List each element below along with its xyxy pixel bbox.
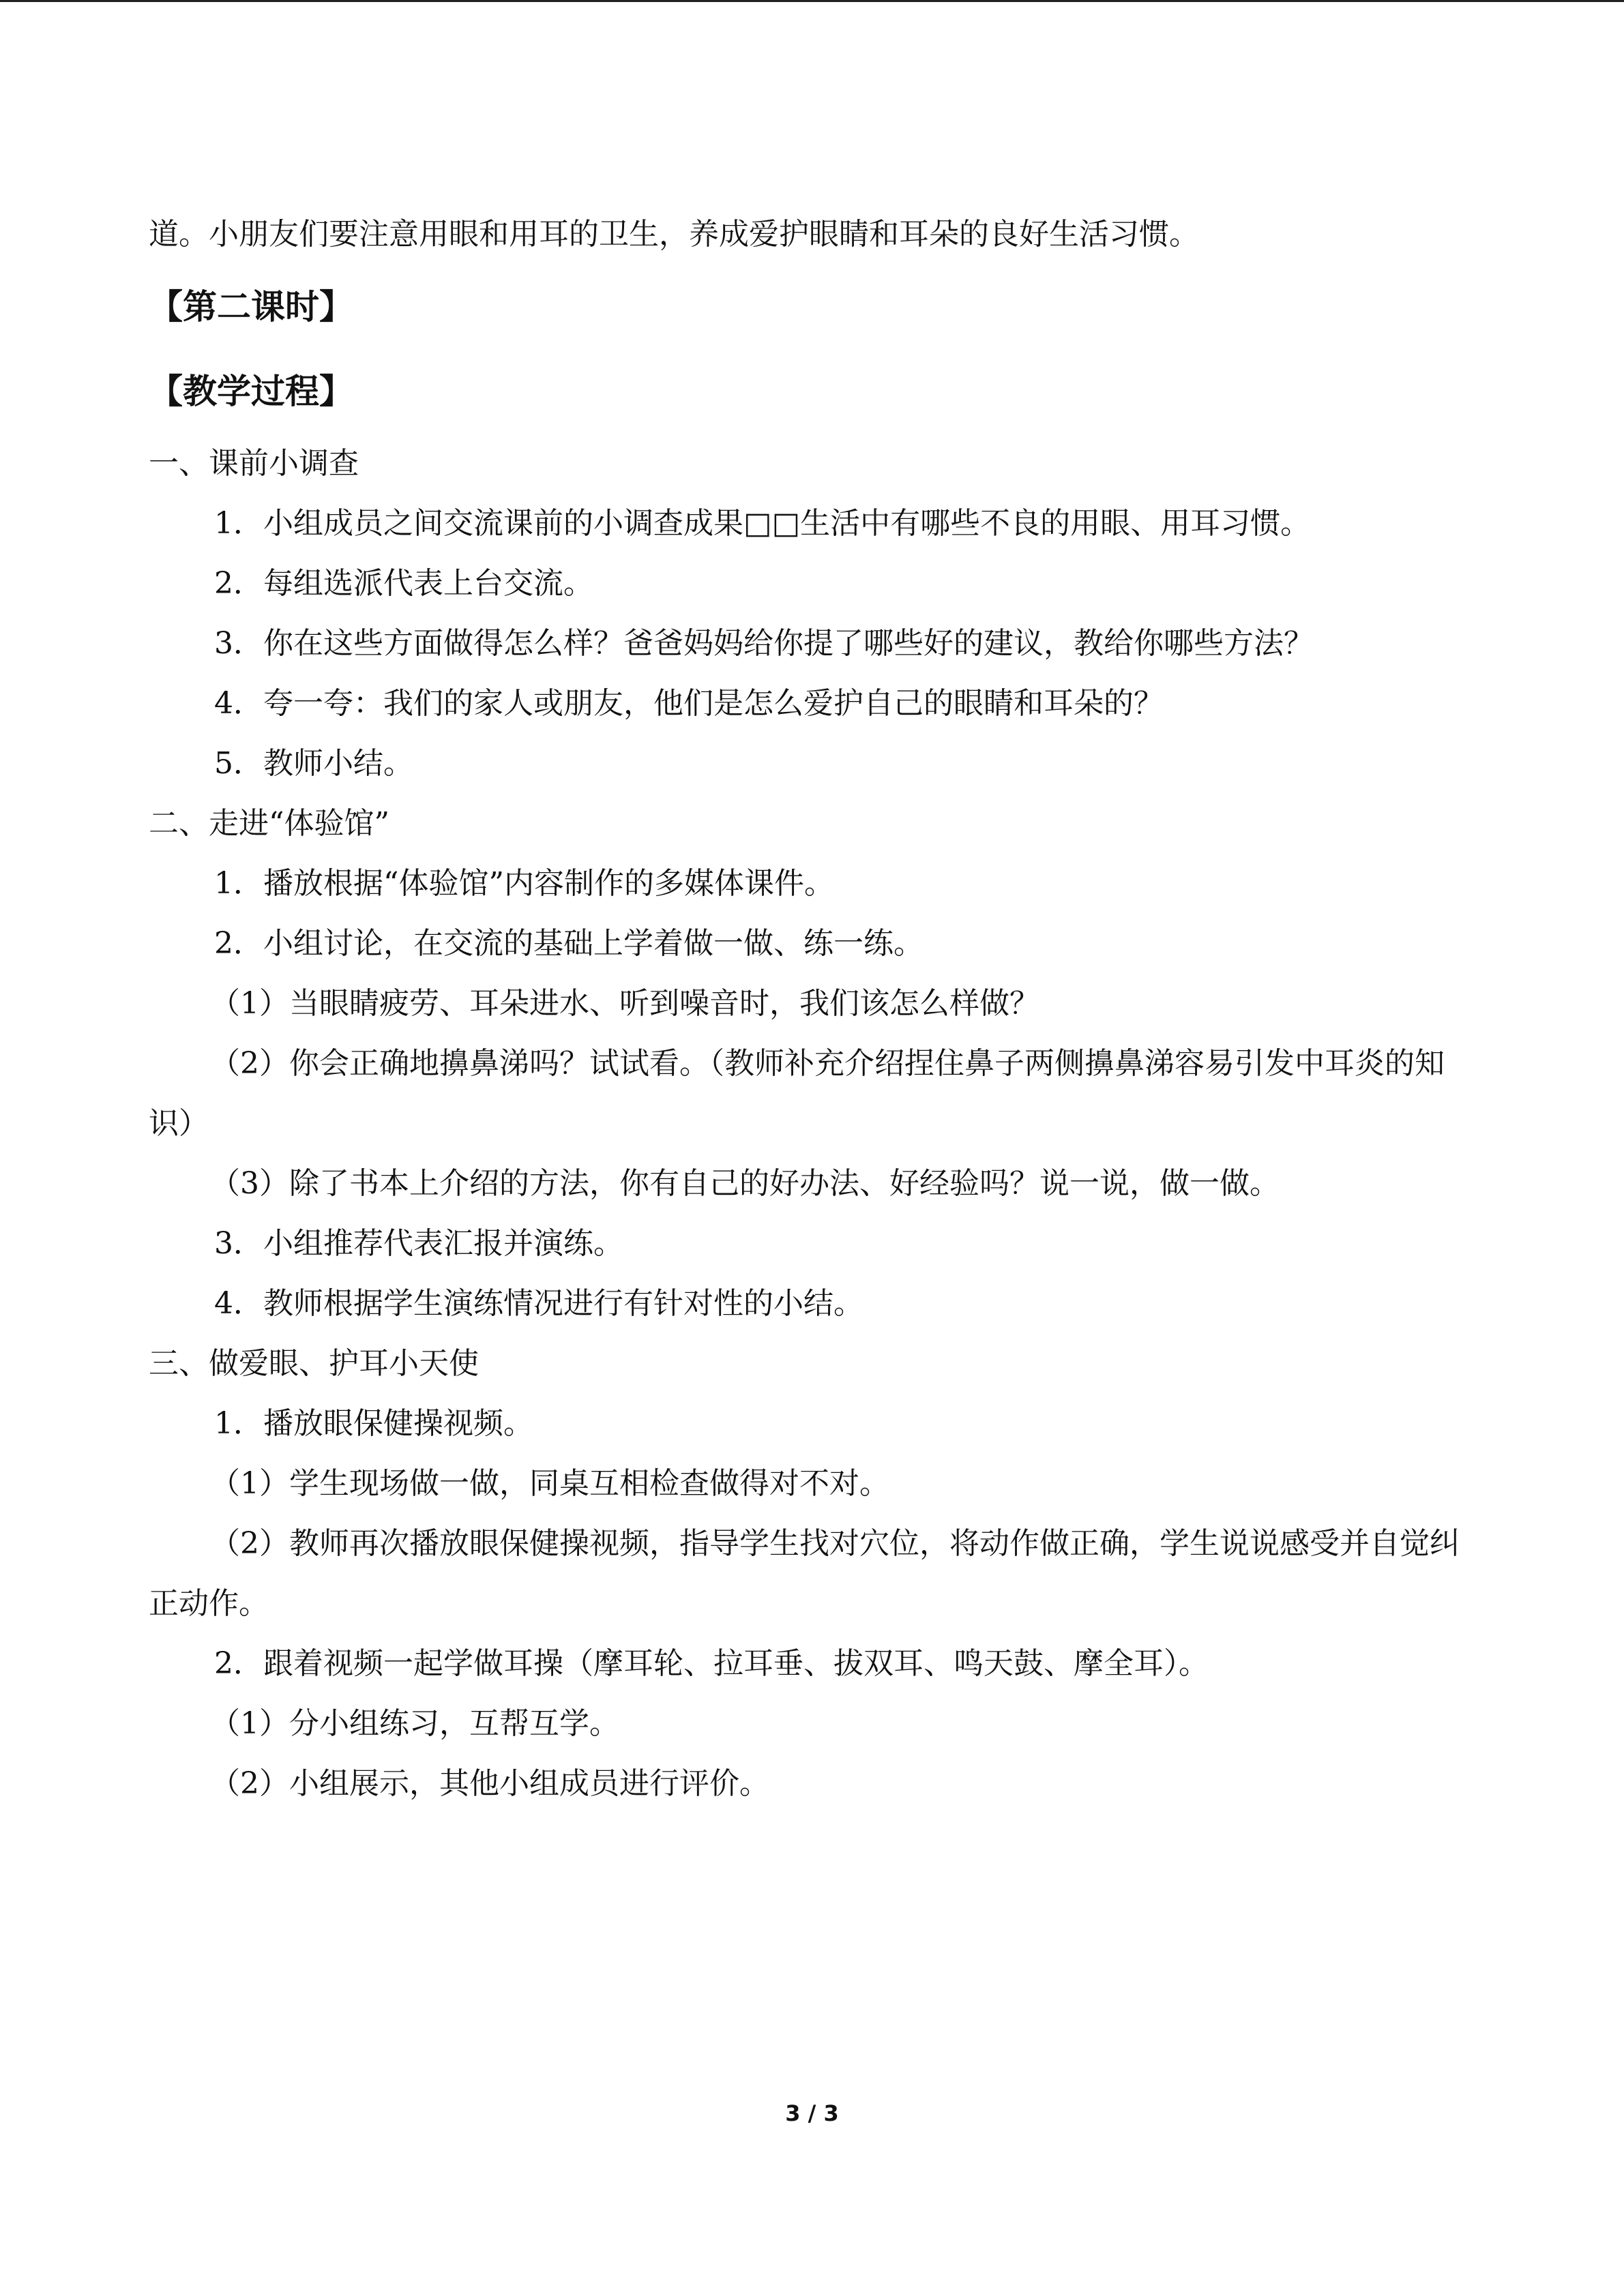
list-item: 2．小组讨论，在交流的基础上学着做一做、练一练。: [214, 926, 924, 961]
intro-line: 道。小朋友们要注意用眼和用耳的卫生，养成爱护眼睛和耳朵的良好生活习惯。: [149, 217, 1199, 252]
sub-item: （3）除了书本上介绍的方法，你有自己的好办法、好经验吗？说一说，做一做。: [210, 1166, 1280, 1201]
list-item: 5．教师小结。: [214, 746, 413, 781]
sub-item: （1）分小组练习，互帮互学。: [210, 1706, 619, 1741]
list-item: 1．小组成员之间交流课前的小调查成果□□生活中有哪些不良的用眼、用耳习惯。: [214, 506, 1311, 541]
sub-item: （2）小组展示，其他小组成员进行评价。: [210, 1766, 769, 1801]
document-body: [149, 205, 1479, 1814]
list-item: 3．你在这些方面做得怎么样？爸爸妈妈给你提了哪些好的建议，教给你哪些方法？: [214, 626, 1314, 661]
sub-item: （1）学生现场做一做，同桌互相检查做得对不对。: [210, 1466, 889, 1501]
list-item: 1．播放眼保健操视频。: [214, 1406, 533, 1441]
sub-item: （2）你会正确地擤鼻涕吗？试试看。（教师补充介绍捏住鼻子两侧擤鼻涕容易引发中耳炎的知识）: [149, 1046, 1445, 1141]
heading-process: 【教学过程】: [149, 372, 353, 411]
sub-item: （2）教师再次播放眼保健操视频，指导学生找对穴位，将动作做正确，学生说说感受并自觉纠正动作。: [149, 1526, 1460, 1621]
section-title: 一、课前小调查: [149, 446, 359, 481]
sub-item: （1）当眼睛疲劳、耳朵进水、听到噪音时，我们该怎么样做？: [210, 986, 1039, 1021]
list-item: 3．小组推荐代表汇报并演练。: [214, 1226, 623, 1261]
section-title: 二、走进“体验馆”: [149, 806, 389, 841]
page-top-border: [0, 0, 1624, 2]
list-item: 4．夸一夸：我们的家人或朋友，他们是怎么爱护自己的眼睛和耳朵的？: [214, 686, 1164, 721]
list-item: 4．教师根据学生演练情况进行有针对性的小结。: [214, 1286, 863, 1321]
list-item: 2．每组选派代表上台交流。: [214, 566, 593, 601]
list-item: 1．播放根据“体验馆”内容制作的多媒体课件。: [214, 866, 834, 901]
section-title: 三、做爱眼、护耳小天使: [149, 1346, 479, 1381]
list-item: 2．跟着视频一起学做耳操（摩耳轮、拉耳垂、拔双耳、鸣天鼓、摩全耳）。: [214, 1646, 1209, 1681]
heading-lesson: 【第二课时】: [149, 287, 353, 327]
page-number: 3 / 3: [785, 2100, 839, 2126]
